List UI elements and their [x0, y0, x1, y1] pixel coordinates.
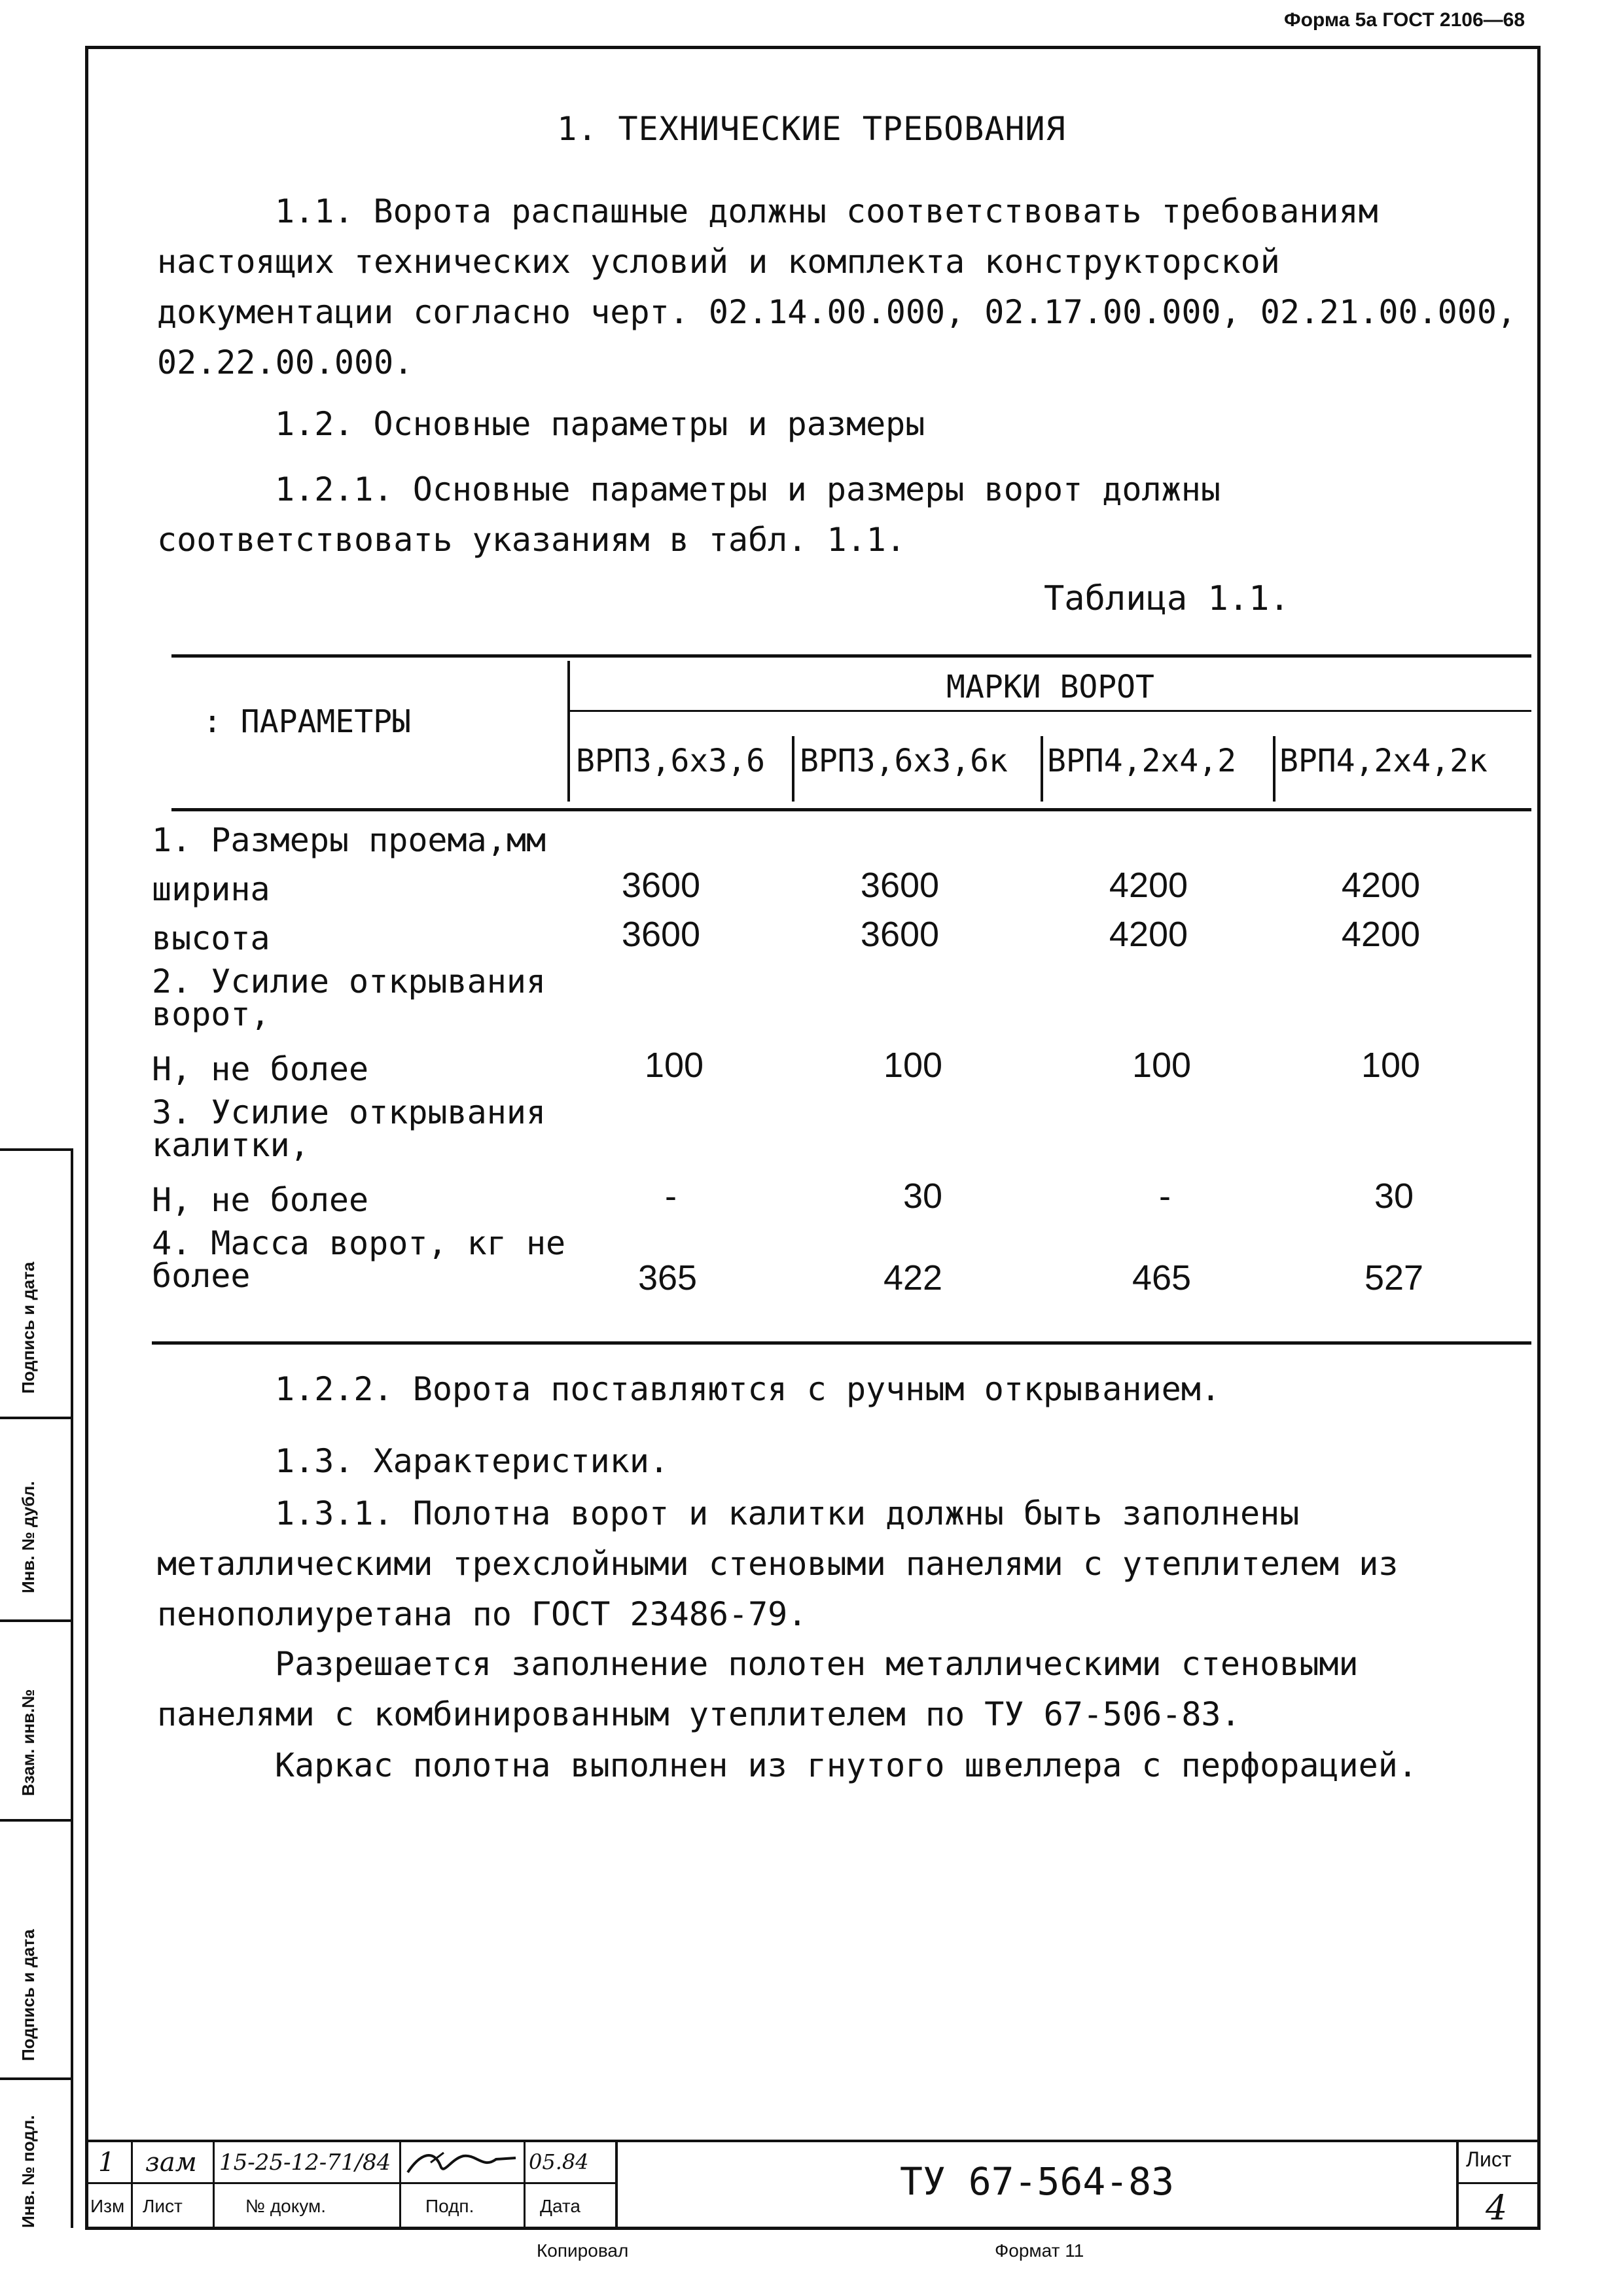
footer-format: Формат 11 — [995, 2240, 1084, 2261]
paragraph-1-2-2: 1.2.2. Ворота поставляются с ручным открыванием. — [275, 1370, 1221, 1408]
signature-icon — [404, 2146, 521, 2179]
cell-value: 100 — [1132, 1046, 1192, 1085]
cell-value: 365 — [637, 1258, 698, 1298]
side-divider — [0, 2077, 72, 2080]
side-divider — [0, 1417, 72, 1419]
cell-value: 4200 — [1109, 866, 1188, 905]
stamp-header-doc: № докум. — [245, 2196, 327, 2216]
footer-copied: Копировал — [537, 2240, 629, 2261]
row-label: 2. Усилие открывания ворот, — [152, 963, 546, 1033]
row-label: высота — [152, 919, 270, 957]
cell-value: 30 — [1374, 1176, 1414, 1216]
row-label: Н, не более — [152, 1181, 369, 1219]
paragraph-1-2-1: 1.2.1. Основные параметры и размеры ворот должны соответствовать указаниям в табл. 1.1. — [157, 470, 1221, 559]
col-divider — [792, 736, 794, 802]
paragraph-permission: Разрешается заполнение полотен металлическими стеновыми панелями с комбинированным утеплителем по ТУ 67-506-83. — [157, 1645, 1359, 1733]
document-designation: ТУ 67-564-83 — [899, 2159, 1175, 2204]
cell-value: 100 — [883, 1046, 943, 1085]
cell-value: 4200 — [1341, 915, 1421, 954]
stamp-header-list: Лист — [143, 2196, 183, 2216]
side-divider — [0, 1819, 72, 1822]
col-divider — [1273, 736, 1275, 802]
col-divider — [1041, 736, 1043, 802]
stamp-row-rule — [85, 2182, 615, 2184]
column-header: ВРП3,6х3,6к — [800, 743, 1008, 779]
table-header-rule — [171, 808, 1531, 811]
stamp-doc-number: 15-25-12-71/84 — [219, 2149, 391, 2176]
stamp-divider — [1456, 2140, 1459, 2228]
cell-value: - — [665, 1176, 677, 1216]
section-title: 1. ТЕХНИЧЕСКИЕ ТРЕБОВАНИЯ — [557, 110, 1066, 148]
param-header: : ПАРАМЕТРЫ — [203, 703, 411, 740]
cell-value: 527 — [1364, 1258, 1424, 1298]
cell-value: 100 — [1361, 1046, 1421, 1085]
cell-value: 100 — [644, 1046, 704, 1085]
cell-value: 4200 — [1109, 915, 1188, 954]
cell-value: 465 — [1132, 1258, 1192, 1298]
form-label: Форма 5а ГОСТ 2106—68 — [1283, 9, 1525, 31]
sheet-label: Лист — [1466, 2147, 1512, 2171]
row-label: ширина — [152, 870, 270, 908]
side-strip-border — [71, 1148, 73, 2228]
row-label: 3. Усилие открывания калитки, — [152, 1093, 546, 1164]
cell-value: 3600 — [860, 866, 940, 905]
stamp-izm-value: 1 — [98, 2147, 115, 2178]
cell-value: 4200 — [1341, 866, 1421, 905]
table-caption: Таблица 1.1. — [1044, 579, 1290, 618]
side-divider — [0, 1619, 72, 1622]
row-label: 1. Размеры проема,мм — [152, 821, 546, 859]
row-label: Н, не более — [152, 1050, 369, 1088]
cell-value: 3600 — [860, 915, 940, 954]
table-bottom-rule — [152, 1341, 1531, 1345]
cell-value: 422 — [883, 1258, 943, 1298]
stamp-header-date: Дата — [540, 2196, 581, 2216]
stamp-header-izm: Изм — [90, 2196, 125, 2216]
paragraph-1-3: 1.3. Характеристики. — [275, 1442, 669, 1480]
column-header: ВРП4,2х4,2к — [1279, 743, 1488, 779]
group-header-rule — [569, 710, 1531, 712]
paragraph-1-3-1: 1.3.1. Полотна ворот и калитки должны быть заполнены металлическими трехслойными стеновыми панелями с утеплителем из пенополиуретана по ГОСТ 23486-79. — [157, 1494, 1399, 1633]
cell-value: 30 — [902, 1176, 943, 1216]
stamp-divider — [131, 2140, 133, 2228]
stamp-divider — [213, 2140, 215, 2228]
column-header: ВРП4,2х4,2 — [1047, 743, 1236, 779]
signature-mark — [404, 2146, 521, 2179]
column-header: ВРП3,6х3,6 — [576, 743, 765, 779]
stamp-divider — [524, 2140, 526, 2228]
cell-value: 3600 — [621, 915, 701, 954]
row-label: 4. Масса ворот, кг не более — [152, 1224, 566, 1295]
stamp-header-sign: Подп. — [425, 2196, 474, 2216]
stamp-divider — [399, 2140, 401, 2228]
group-header: МАРКИ ВОРОТ — [946, 669, 1154, 705]
cell-value: 3600 — [621, 866, 701, 905]
paragraph-frame: Каркас полотна выполнен из гнутого швеллера с перфорацией. — [275, 1746, 1418, 1784]
stamp-top-rule — [85, 2140, 1541, 2142]
stamp-list-value: зам — [145, 2147, 197, 2178]
sheet-rule — [1456, 2182, 1541, 2184]
paragraph-1-1: 1.1. Ворота распашные должны соответствовать требованиям настоящих технических условий и комплекта конструкторской документации согласно черт. 02.14.00.000, 02.17.00.000, 02.21.00.000, 02.22.00.000. — [157, 192, 1517, 381]
cell-value: - — [1159, 1176, 1171, 1216]
table-top-rule — [171, 654, 1531, 658]
sheet-number: 4 — [1486, 2189, 1508, 2228]
paragraph-1-2: 1.2. Основные параметры и размеры — [275, 405, 925, 443]
side-divider — [0, 1148, 72, 1151]
stamp-date-value: 05.84 — [529, 2149, 589, 2174]
